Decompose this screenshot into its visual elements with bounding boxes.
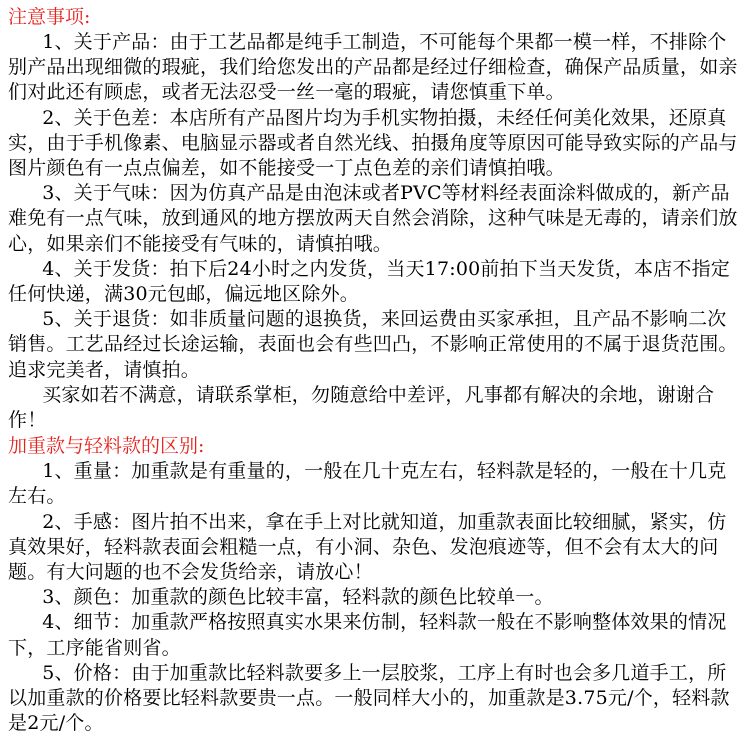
difference-item-color: 3、颜色：加重款的颜色比较丰富，轻料款的颜色比较单一。: [42, 586, 554, 609]
difference-item-detail: 4、细节：加重款严格按照真实水果来仿制，轻料款一般在不影响整体效果的情况下，工序能省则省。: [8, 611, 727, 659]
difference-item-weight: 1、重量：加重款是有重量的，一般在几十克左右，轻料款是轻的，一般在十几克左右。: [8, 460, 727, 508]
notice-title: 注意事项:: [8, 6, 91, 28]
notice-item-smell: 3、关于气味：因为仿真产品是由泡沫或者PVC等材料经表面涂料做成的，新产品难免有一点气味，放到通风的地方摆放两天自然会消除，这种气味是无毒的，请亲们放心，如果亲们不能接受有气味的，请慎拍哦。: [8, 182, 738, 255]
notice-item-returns: 5、关于退货：如非质量问题的退换货，来回运费由买家承担，且产品不影响二次销售。工艺品经过长途运输，表面也会有些凹凸，不影响正常使用的不属于退货范围。追求完美者，请慎拍。: [8, 308, 738, 381]
notice-item-color-difference: 2、关于色差：本店所有产品图片均为手机实物拍摄，未经任何美化效果，还原真实，由于手机像素、电脑显示器或者自然光线、拍摄角度等原因可能导致实际的产品与图片颜色有一点点偏差，如不能接受一丁点色差的亲们请慎拍哦。: [8, 106, 738, 180]
difference-title: 加重款与轻料款的区别:: [8, 435, 205, 458]
notice-closing-note: 买家如若不满意，请联系掌柜，勿随意给中差评，凡事都有解决的余地，谢谢合作！: [8, 383, 715, 432]
difference-item-price: 5、价格：由于加重款比轻料款要多上一层胶浆，工序上有时也会多几道手工，所以加重款的价格要比轻料款要贵一点。一般同样大小的，加重款是3.75元/个，轻料款是2元/个。: [8, 661, 730, 735]
notice-item-product: 1、关于产品：由于工艺品都是纯手工制造，不可能每个果都一模一样，不排除个别产品出现细微的瑕疵，我们给您发出的产品都是经过仔细检查，确保产品质量，如亲们对此还有顾虑，或者无法忍受一丝一毫的瑕疵，请您慎重下单。: [8, 31, 738, 104]
notice-item-shipping: 4、关于发货：拍下后24小时之内发货，当天17:00前拍下当天发货，本店不指定任何快递，满30元包邮，偏远地区除外。: [8, 257, 731, 306]
difference-item-feel: 2、手感：图片拍不出来，拿在手上对比就知道，加重款表面比较细腻，紧实，仿真效果好，轻料款表面会粗糙一点，有小洞、杂色、发泡痕迹等，但不会有太大的问题。有大问题的也不会发货给亲，请放心！: [8, 510, 727, 584]
